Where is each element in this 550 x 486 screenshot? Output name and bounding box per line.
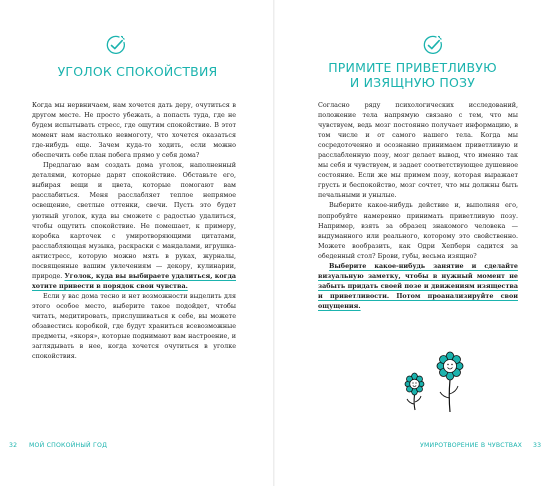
- paragraph: Согласно ряду психологических исследований, положение тела напрямую связано с тем, что мы чувствуем, ведь мозг постоянно получает информацию, в том числе и от самого нашего тела. Когда мы сосредоточенно и осознанно принимаем приветливую и расслабленную позу, мозг делает вывод, что именно так мы себя и чувствуем, и задает соответствующее душевное состояние. Если же мы примем позу, которая выражает грусть и беспокойство, мозг сочтет, что мы должны быть печальными и унылые.: [318, 101, 518, 200]
- body-text: [32, 100, 236, 361]
- title-line: И ИЗЯЩНУЮ ПОЗУ: [349, 75, 476, 90]
- right-page: [275, 0, 550, 486]
- page-title: УГОЛОК СПОКОЙСТВИЯ: [57, 64, 218, 79]
- check-circle-icon: [105, 34, 127, 56]
- body-text: [318, 100, 518, 311]
- check-circle-icon: [422, 34, 444, 56]
- running-head: МОЙ СПОКОЙНЫЙ ГОД: [29, 442, 108, 449]
- paragraph: Когда мы нервничаем, нам хочется дать деру, очутиться в другом месте. Не просто убежать, а попасть туда, где не будем испытывать стресс, где ощутим спокойствие. В этот момент нам настолько невмоготу, что хочется оказаться где-нибудь еще. Зачем куда-то ходить, если можно обеспечить себе план побега прямо у себя дома?: [32, 101, 236, 160]
- large-flower: [437, 352, 463, 412]
- small-flower: [405, 373, 424, 410]
- page-number: 33: [533, 442, 542, 449]
- paragraph: Выберите какое-нибудь действие и, выполняя его, попробуйте намеренно принимать приветливую позу. Например, взять за образец знакомого человека — выдуманного или реального, которому это свойственно. Можете вообразить, как Одри Хепберн садится за обеденный стол? Брови, губы, весьма изящно?: [318, 201, 518, 260]
- page-number: 32: [9, 442, 18, 449]
- paragraph: Если у вас дома тесно и нет возможности выделить для этого особое место, выберите такое подойдет, чтобы читать, медитировать, прислушиваться к себе, вы можете обзавестись коробкой, где будут храниться всевозможные предметы, «якоря», которые поднимают вам настроение, и заглядывать в нее, когда хочется очутиться в уголке спокойствия.: [32, 291, 236, 361]
- paragraph-text: Предлагаю вам создать дома уголок, наполненный деталями, которые дарят спокойствие. Обставьте его, выбирая вещи и цвета, которые помогают вам расслабиться. Меня расслабляет теплое непрямое освещение, светлые оттенки, свечи. Пусть это будет уютный уголок, куда вы сможете с радостью удалиться, чтобы ощутить спокойствие. Не помешает, к примеру, коробка карточек с умиротворяющими цитатами, расслабляющая музыка, раскраски с мандалами, игрушка-антистресс, которую можно мять в руках, журналы, посвященные вашим увлечениям — декору, кулинарии, природе.: [32, 161, 236, 280]
- paragraph: [318, 261, 518, 311]
- smiling-flowers-illustration: [387, 346, 477, 426]
- highlighted-sentence: Выберите какое-нибудь занятие и сделайте визуальную заметку, чтобы в нужный момент не забыть придать своей позе и движениям изящества и приветливости. Потом проанализируйте свои ощущения.: [318, 261, 518, 310]
- paragraph: [32, 160, 236, 291]
- running-head: УМИРОТВОРЕНИЕ В ЧУВСТВАХ: [420, 442, 523, 449]
- page-title: [275, 60, 550, 90]
- highlighted-sentence: Уголок, куда вы выбираете удалиться, когда хотите привести в порядок свои чувства.: [32, 271, 236, 290]
- title-line: ПРИМИТЕ ПРИВЕТЛИВУЮ: [328, 60, 497, 75]
